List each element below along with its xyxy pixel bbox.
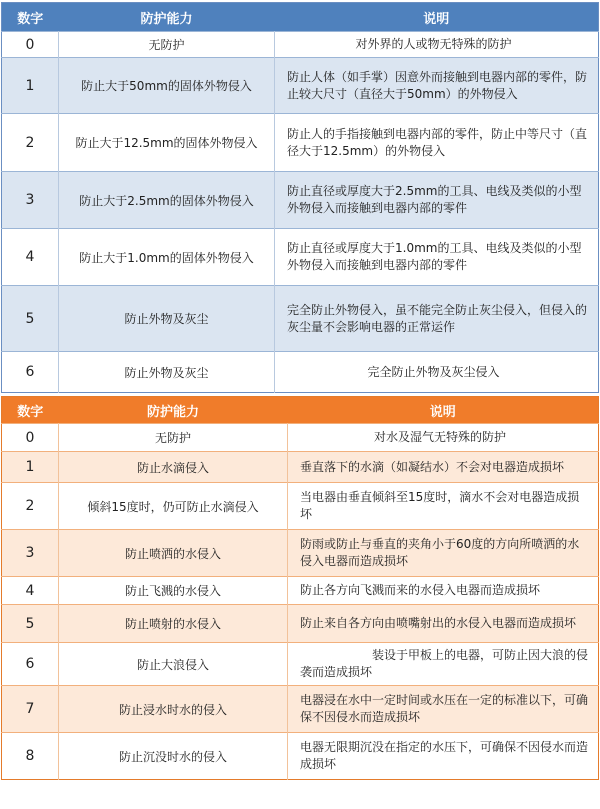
rating-number: 2: [2, 114, 59, 172]
header-capability: 防护能力: [140, 11, 193, 27]
header-num: 数字: [17, 11, 44, 27]
water-row: [2, 530, 599, 577]
protection-capability: 防止大于12.5mm的固体外物侵入: [59, 114, 275, 172]
protection-capability: 倾斜15度时，仍可防止水滴侵入: [59, 483, 288, 530]
rating-number: 6: [2, 352, 59, 393]
dust-row: [2, 286, 599, 352]
rating-number: 3: [2, 172, 59, 229]
dust-row: [2, 32, 599, 58]
protection-description: 完全防止外物侵入，虽不能完全防止灰尘侵入，但侵入的灰尘量不会影响电器的正常运作: [275, 286, 599, 352]
protection-description: 防止直径或厚度大于1.0mm的工具、电线及类似的小型外物侵入而接触到电器内部的零件: [275, 229, 599, 286]
rating-number: 2: [2, 483, 59, 530]
rating-number: 5: [2, 605, 59, 643]
protection-description: 防止各方向飞溅而来的水侵入电器而造成损坏: [288, 577, 599, 605]
protection-description: 防雨或防止与垂直的夹角小于60度的方向所喷洒的水侵入电器而造成损坏: [288, 530, 599, 577]
protection-capability: 防止喷射的水侵入: [59, 605, 288, 643]
protection-capability: 防止浸水时水的侵入: [59, 686, 288, 733]
protection-capability: 防止水滴侵入: [59, 452, 288, 483]
water-row: [2, 686, 599, 733]
protection-description: 防止来自各方向由喷嘴射出的水侵入电器而造成损坏: [288, 605, 599, 643]
header-num: 数字: [17, 404, 44, 420]
protection-description: 防止人体（如手掌）因意外而接触到电器内部的零件，防止较大尺寸（直径大于50mm）的外物侵入: [275, 58, 599, 114]
rating-number: 0: [2, 32, 59, 58]
protection-description: 防止人的手指接触到电器内部的零件，防止中等尺寸（直径大于12.5mm）的外物侵入: [275, 114, 599, 172]
water-row: [2, 424, 599, 452]
water-table-header: [2, 397, 599, 424]
protection-capability: 防止沉没时水的侵入: [59, 733, 288, 780]
protection-description: 当电器由垂直倾斜至15度时，滴水不会对电器造成损坏: [288, 483, 599, 530]
protection-capability: 防止外物及灰尘: [59, 286, 275, 352]
water-row: [2, 483, 599, 530]
protection-capability: 防止大于50mm的固体外物侵入: [59, 58, 275, 114]
water-row: [2, 643, 599, 686]
protection-description: 防止直径或厚度大于2.5mm的工具、电线及类似的小型外物侵入而接触到电器内部的零件: [275, 172, 599, 229]
dust-row: [2, 58, 599, 114]
water-row: [2, 577, 599, 605]
dust-row: [2, 229, 599, 286]
rating-number: 3: [2, 530, 59, 577]
header-capability: 防护能力: [146, 404, 199, 420]
protection-description: 完全防止外物及灰尘侵入: [275, 352, 599, 393]
rating-number: 4: [2, 577, 59, 605]
protection-description: 电器无限期沉没在指定的水压下，可确保不因侵水而造成损坏: [288, 733, 599, 780]
protection-capability: 防止大于2.5mm的固体外物侵入: [59, 172, 275, 229]
rating-number: 1: [2, 452, 59, 483]
rating-number: 8: [2, 733, 59, 780]
water-row: [2, 452, 599, 483]
dust-row: [2, 352, 599, 393]
protection-description: 装设于甲板上的电器，可防止因大浪的侵袭而造成损坏: [288, 643, 599, 686]
rating-number: 4: [2, 229, 59, 286]
protection-capability: 防止大于1.0mm的固体外物侵入: [59, 229, 275, 286]
protection-capability: 无防护: [59, 424, 288, 452]
water-row: [2, 733, 599, 780]
dust-table-header: [2, 3, 599, 32]
protection-description: 对水及湿气无特殊的防护: [288, 424, 599, 452]
header-description: 说明: [429, 404, 456, 420]
dust-row: [2, 172, 599, 229]
dust-protection-table: [1, 2, 599, 393]
water-row: [2, 605, 599, 643]
protection-capability: 无防护: [59, 32, 275, 58]
dust-row: [2, 114, 599, 172]
protection-capability: 防止大浪侵入: [59, 643, 288, 686]
rating-number: 6: [2, 643, 59, 686]
rating-number: 0: [2, 424, 59, 452]
protection-description: 电器浸在水中一定时间或水压在一定的标准以下，可确保不因侵水而造成损坏: [288, 686, 599, 733]
protection-description: 垂直落下的水滴（如凝结水）不会对电器造成损坏: [288, 452, 599, 483]
water-protection-table: [1, 396, 599, 780]
protection-capability: 防止飞溅的水侵入: [59, 577, 288, 605]
rating-number: 5: [2, 286, 59, 352]
rating-number: 1: [2, 58, 59, 114]
protection-description: 对外界的人或物无特殊的防护: [275, 32, 599, 58]
protection-capability: 防止喷洒的水侵入: [59, 530, 288, 577]
protection-capability: 防止外物及灰尘: [59, 352, 275, 393]
rating-number: 7: [2, 686, 59, 733]
header-description: 说明: [423, 11, 450, 27]
